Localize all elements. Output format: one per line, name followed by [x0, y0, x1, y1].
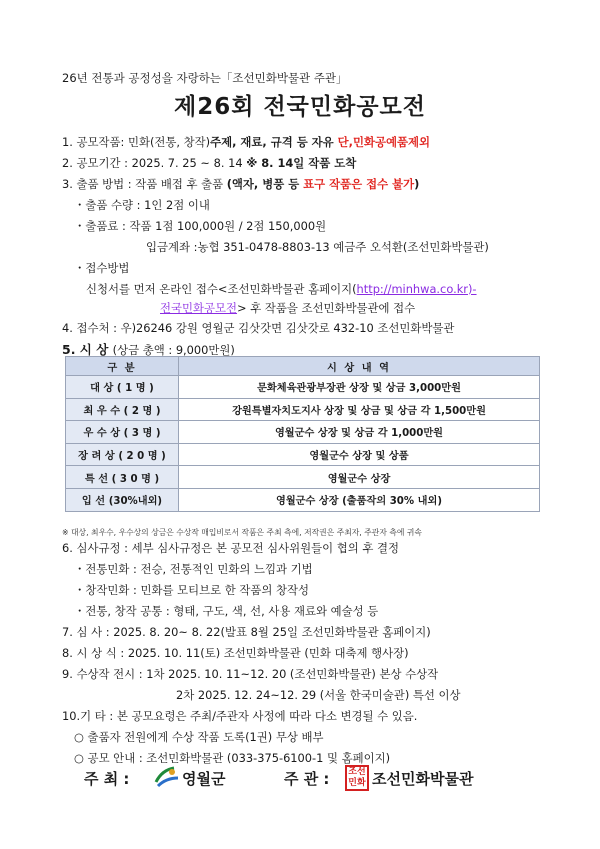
table-row	[66, 443, 540, 466]
item-2-label: 2. 공모기간 : 2025. 7. 25 ~ 8. 14	[62, 156, 247, 170]
awards-table	[65, 356, 540, 512]
item-9-second: 2차 2025. 12. 24~12. 29 (서울 한국미술관) 특선 이상	[176, 688, 461, 702]
organizer-label: 주 관 :	[284, 770, 330, 788]
host-label: 주 최 :	[84, 770, 130, 788]
item-6: 6. 심사규정 : 세부 심사규정은 본 공모전 심사위원들이 협의 후 결정	[62, 541, 400, 555]
item-1-except: 단,민화공예품제외	[333, 135, 431, 149]
award-category: 특 선 ( 3 0 명 )	[66, 466, 179, 489]
item-3	[62, 176, 419, 192]
table-header-row	[66, 357, 540, 376]
museum-seal-icon: 조선민화	[345, 765, 369, 791]
item-1-bold: 주제, 재료, 규격 등 자유	[210, 135, 334, 149]
item-6-common: ・전통, 창작 공통 : 형태, 구도, 색, 선, 사용 재료와 예술성 등	[74, 604, 379, 618]
award-description: 영월군수 상장 및 상품	[179, 443, 540, 466]
item-10: 10.기 타 : 본 공모요령은 주최/주관자 사정에 따라 다소 변경될 수 있음.	[62, 709, 418, 723]
item-3-warning: 표구 작품은 접수 불가	[303, 177, 415, 191]
item-1	[62, 134, 430, 150]
yeongwol-logo	[152, 764, 240, 792]
award-description: 영월군수 상장 (출품작의 30% 내외)	[179, 488, 540, 511]
item-2-note: ※ 8. 14일 작품 도착	[246, 156, 357, 170]
award-category: 장 려 상 ( 2 0 명 )	[66, 443, 179, 466]
item-5-label: 5. 시 상	[62, 342, 113, 357]
item-5-total: (상금 총액 : 9,000만원)	[112, 343, 235, 357]
item-6-creative: ・창작민화 : 민화를 모티브로 한 작품의 창작성	[74, 583, 310, 597]
award-description: 영월군수 상장	[179, 466, 540, 489]
contest-link[interactable]: 전국민화공모전	[160, 301, 238, 315]
award-description: 강원특별자치도지사 상장 및 상금 및 상금 각 1,500만원	[179, 398, 540, 421]
method-text-2: > 후 작품을 조선민화박물관에 접수	[237, 301, 416, 315]
item-7: 7. 심 사 : 2025. 8. 20~ 8. 22(발표 8월 25일 조선민화박물관 홈페이지)	[62, 625, 431, 639]
item-9: 9. 수상작 전시 : 1차 2025. 10. 11~12. 20 (조선민화박물관) 본상 수상작	[62, 667, 439, 681]
award-category: 우 수 상 ( 3 명 )	[66, 421, 179, 444]
header-description: 시 상 내 역	[179, 357, 540, 376]
method-text: 신청서를 먼저 온라인 접수<조선민화박물관 홈페이지(	[86, 282, 357, 296]
host-name: 영월군	[182, 770, 226, 788]
homepage-link[interactable]: http://minhwa.co.kr)-	[356, 282, 477, 296]
item-3-label: 3. 출품 방법 : 작품 배접 후 출품	[62, 177, 227, 191]
award-description: 영월군수 상장 및 상금 각 1,000만원	[179, 421, 540, 444]
item-3-close: )	[414, 177, 420, 191]
table-row	[66, 376, 540, 399]
award-category: 입 선 (30%내외)	[66, 488, 179, 511]
item-3-fee: ・출품료 : 작품 1점 100,000원 / 2점 150,000원	[74, 219, 327, 233]
item-3-quantity: ・출품 수량 : 1인 2점 이내	[74, 198, 210, 212]
item-4: 4. 접수처 : 우)26246 강원 영월군 김삿갓면 김삿갓로 432-10 조선민화박물관	[62, 321, 455, 335]
award-description: 문화체육관광부장관 상장 및 상금 3,000만원	[179, 376, 540, 399]
award-category: 대 상 ( 1 명 )	[66, 376, 179, 399]
item-3-account: 입금계좌 :농협 351-0478-8803-13 예금주 오석환(조선민화박물관)	[146, 240, 489, 254]
table-row	[66, 421, 540, 444]
table-row	[66, 466, 540, 489]
item-3-method-desc	[86, 281, 477, 297]
page-title: 제26회 전국민화공모전	[174, 94, 426, 120]
prize-note: ※ 대상, 최우수, 우수상의 상금은 수상작 매입비로서 작품은 주최 측에, 저작권은 주최자, 주관자 측에 귀속	[62, 528, 422, 537]
item-10-contact: ○ 공모 안내 : 조선민화박물관 (033-375-6100-1 및 홈페이지)	[74, 751, 391, 765]
header-category: 구 분	[66, 357, 179, 376]
item-2	[62, 155, 356, 171]
item-3-method-desc-2	[160, 300, 415, 316]
item-6-traditional: ・전통민화 : 전승, 전통적인 민화의 느낌과 기법	[74, 562, 313, 576]
organizer-name: 조선민화박물관	[372, 770, 474, 788]
table-row	[66, 398, 540, 421]
item-3-method: ・접수방법	[74, 261, 130, 275]
item-3-bold: (액자, 병풍 등	[226, 177, 304, 191]
award-category: 최 우 수 ( 2 명 )	[66, 398, 179, 421]
subtitle: 26년 전통과 공정성을 자랑하는「조선민화박물관 주관」	[62, 71, 348, 85]
item-10-catalog: ○ 출품자 전원에게 수상 작품 도록(1권) 무상 배부	[74, 730, 324, 744]
yeongwol-logo-icon	[152, 764, 182, 792]
item-8: 8. 시 상 식 : 2025. 10. 11(토) 조선민화박물관 (민화 대축제 행사장)	[62, 646, 409, 660]
table-row	[66, 488, 540, 511]
item-1-label: 1. 공모작품: 민화(전통, 창작)	[62, 135, 211, 149]
